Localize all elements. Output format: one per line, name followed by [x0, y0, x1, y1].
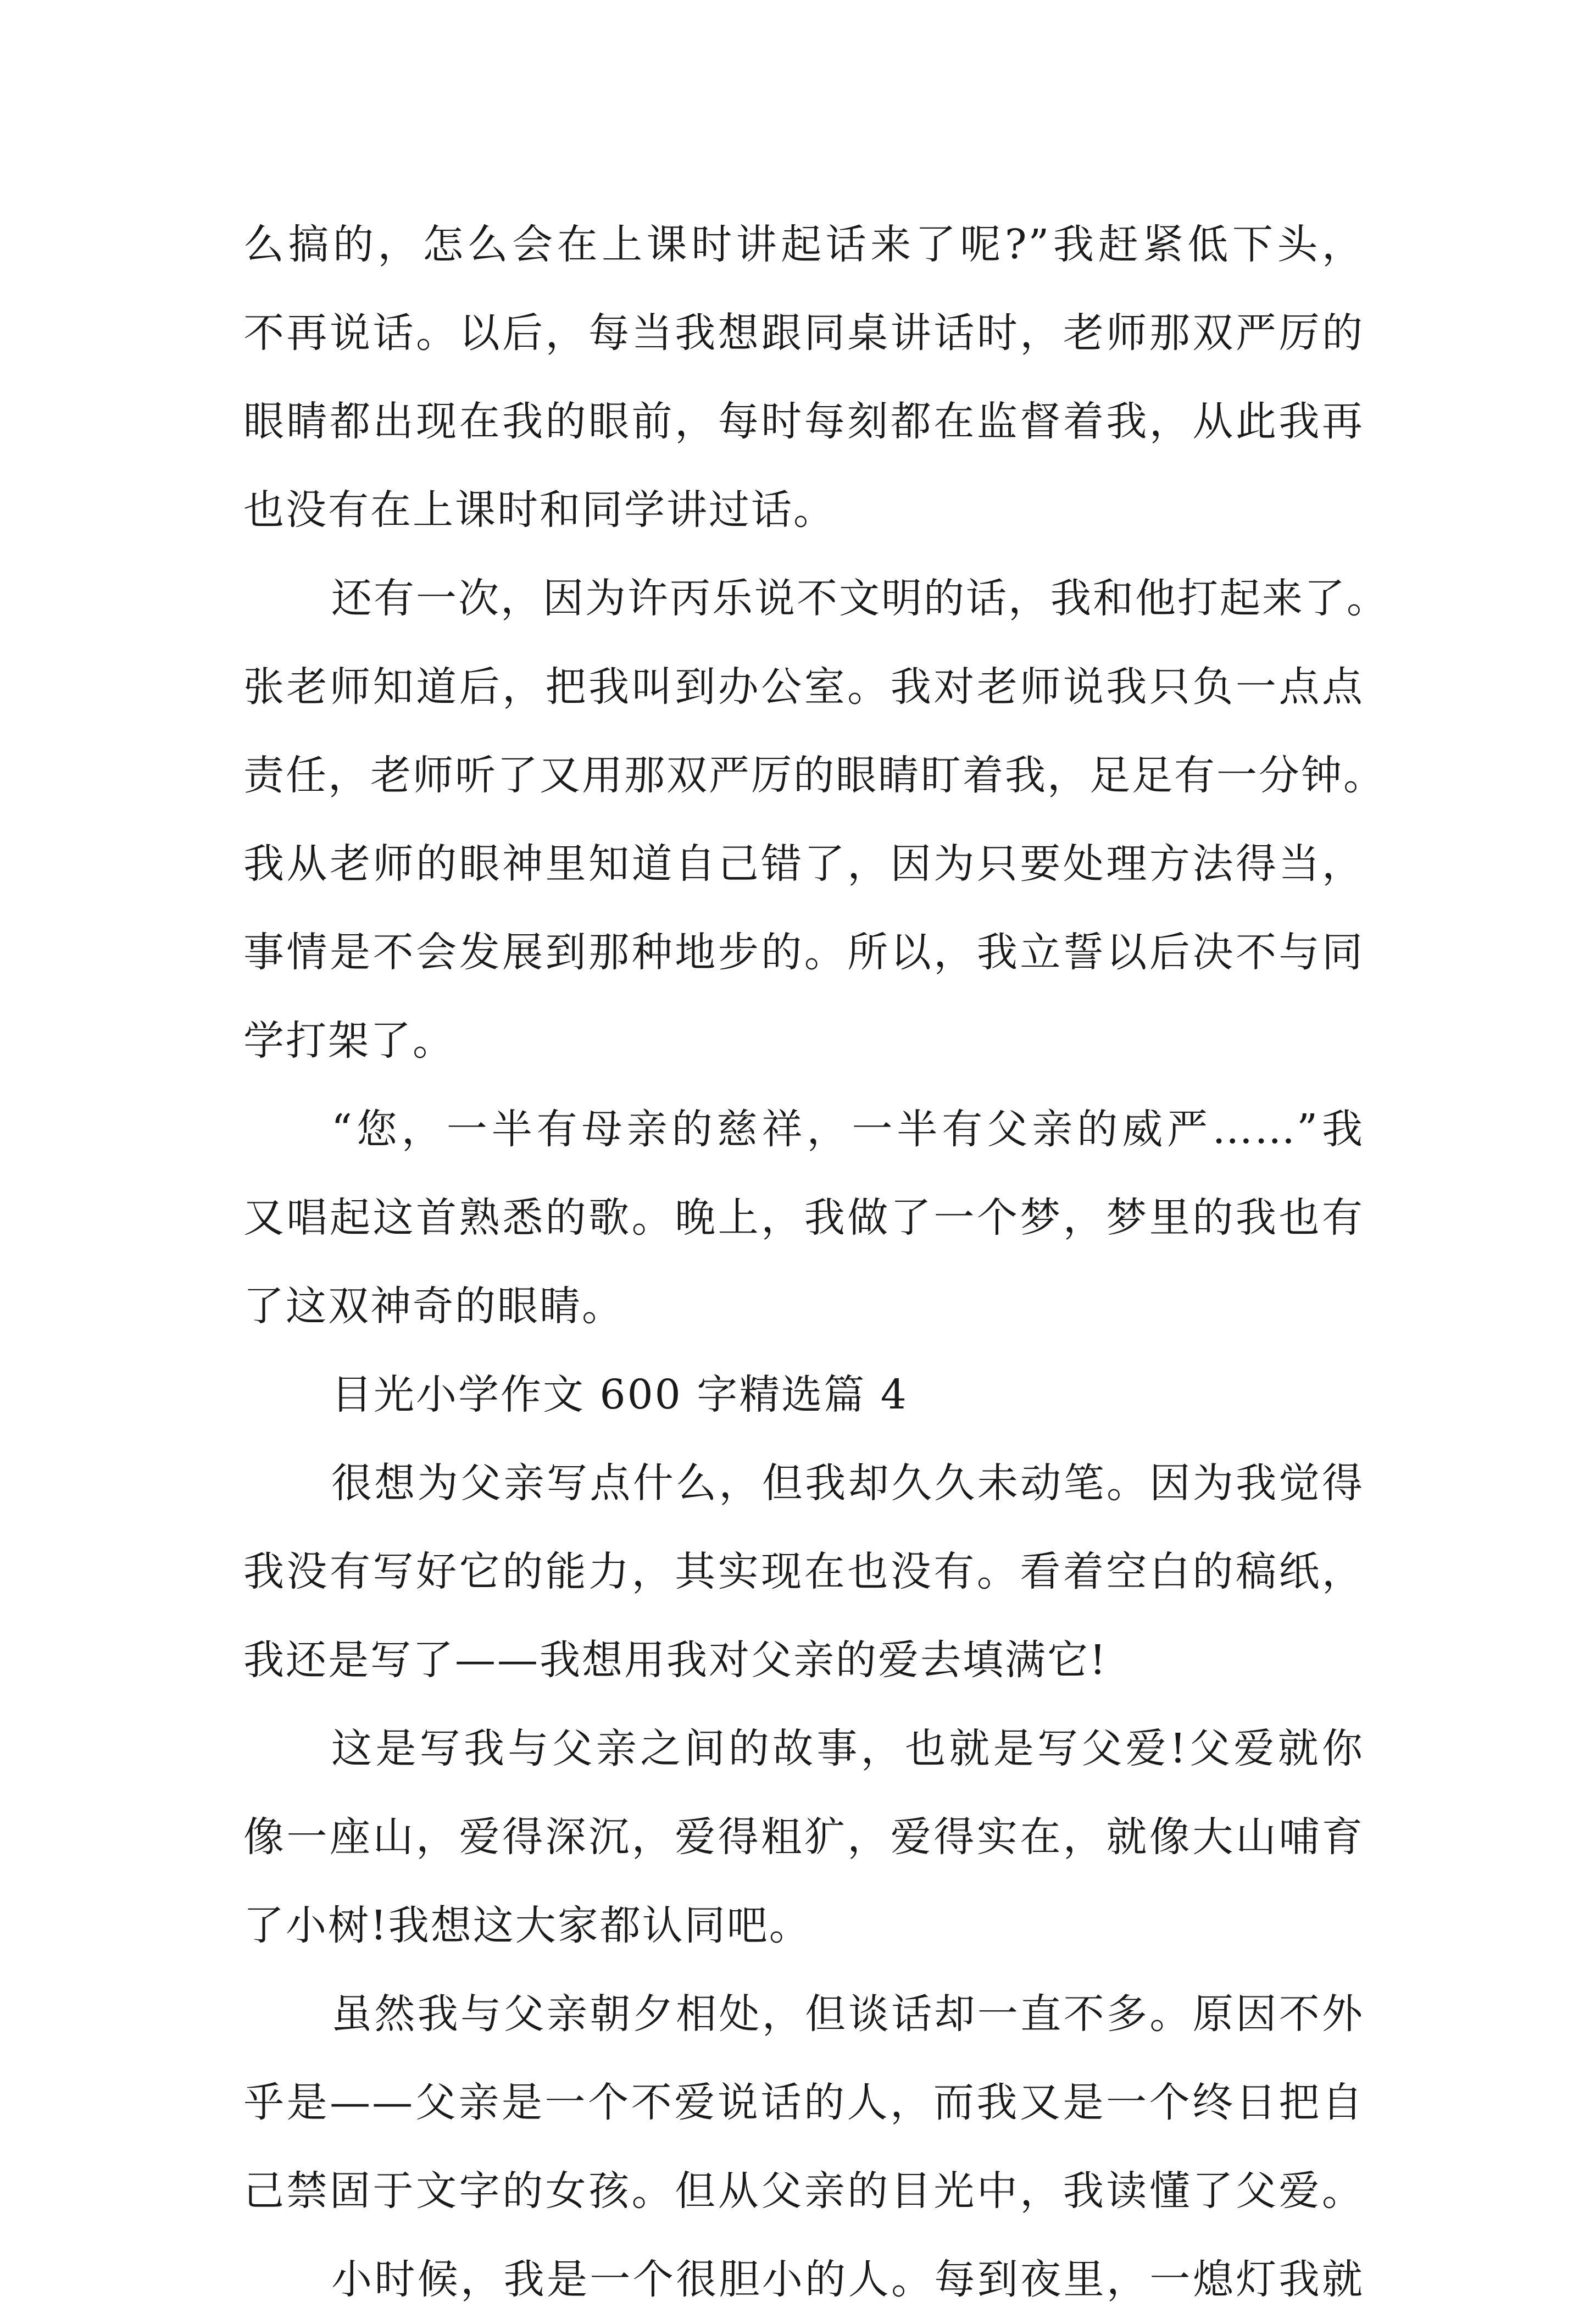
text-line: 虽然我与父亲朝夕相处，但谈话却一直不多。原因不外 — [331, 1990, 1364, 2038]
text-line: 我从老师的眼神里知道自己错了，因为只要处理方法得当， — [243, 840, 1364, 888]
text-line: 我没有写好它的能力，其实现在也没有。看着空白的稿纸， — [243, 1548, 1364, 1595]
text-line: 事情是不会发展到那种地步的。所以，我立誓以后决不与同 — [243, 929, 1364, 976]
text-line: 乎是——父亲是一个不爱说话的人，而我又是一个终日把自 — [243, 2079, 1364, 2126]
text-line: 了小树!我想这大家都认同吧。 — [243, 1902, 811, 1949]
text-line: “您，一半有母亲的慈祥，一半有父亲的威严……”我 — [331, 1106, 1364, 1153]
essay-body — [243, 201, 1389, 2324]
text-line: 目光小学作文 600 字精选篇 4 — [331, 1371, 908, 1418]
text-line: 还有一次，因为许丙乐说不文明的话，我和他打起来了。 — [331, 575, 1389, 622]
text-line: 很想为父亲写点什么，但我却久久未动笔。因为我觉得 — [331, 1460, 1364, 1507]
text-line: 也没有在上课时和同学讲过话。 — [243, 486, 836, 534]
text-line: 像一座山，爱得深沉，爱得粗犷，爱得实在，就像大山哺育 — [243, 1813, 1364, 1861]
text-line: 眼睛都出现在我的眼前，每时每刻都在监督着我，从此我再 — [243, 398, 1364, 445]
text-line: 了这双神奇的眼睛。 — [243, 1283, 624, 1330]
text-line: 么搞的，怎么会在上课时讲起话来了呢?”我赶紧低下头， — [243, 221, 1364, 268]
text-line: 这是写我与父亲之间的故事，也就是写父爱!父爱就你 — [331, 1725, 1364, 1772]
text-line: 又唱起这首熟悉的歌。晚上，我做了一个梦，梦里的我也有 — [243, 1194, 1364, 1241]
text-line: 不再说话。以后，每当我想跟同桌讲话时，老师那双严厉的 — [243, 309, 1364, 357]
text-line: 我还是写了——我想用我对父亲的爱去填满它! — [243, 1637, 1108, 1684]
text-line: 小时候，我是一个很胆小的人。每到夜里，一熄灯我就 — [331, 2256, 1364, 2303]
text-line: 己禁固于文字的女孩。但从父亲的目光中，我读懂了父爱。 — [243, 2167, 1364, 2215]
text-line: 责任，老师听了又用那双严厉的眼睛盯着我，足足有一分钟。 — [243, 752, 1386, 799]
text-line: 学打架了。 — [243, 1017, 455, 1064]
text-line: 张老师知道后，把我叫到办公室。我对老师说我只负一点点 — [243, 663, 1364, 711]
